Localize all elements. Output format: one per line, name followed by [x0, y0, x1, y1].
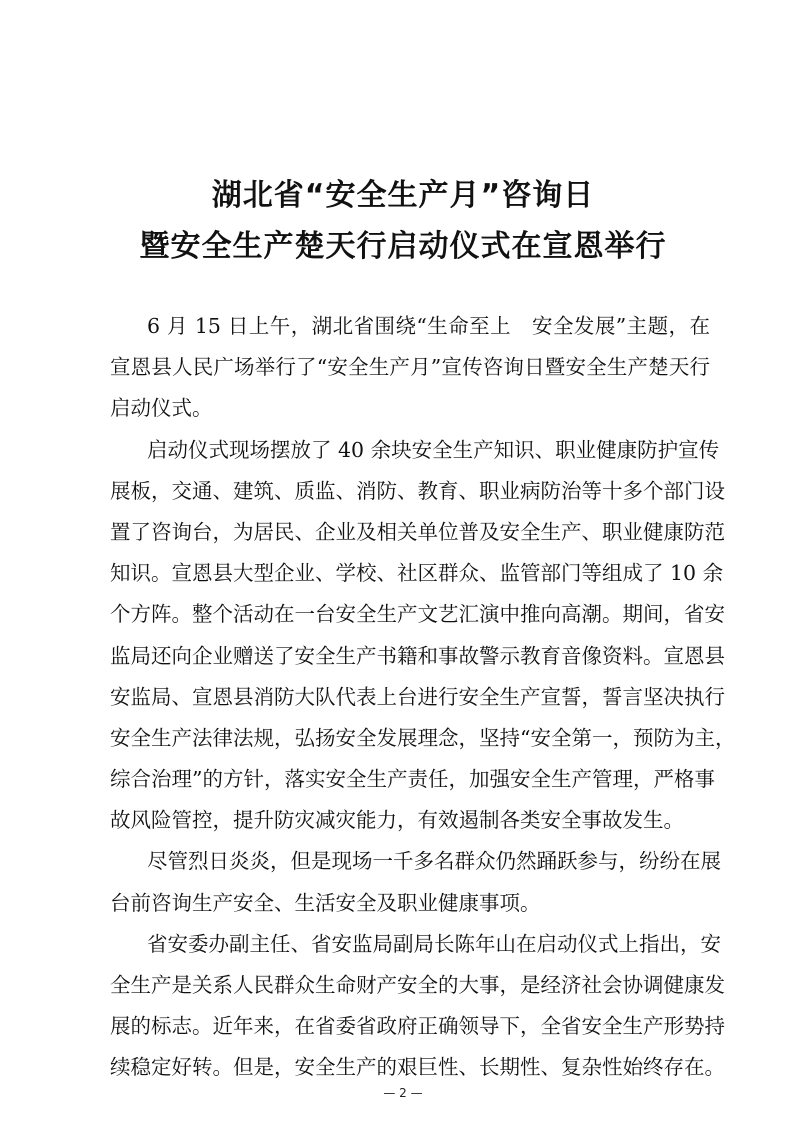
body-line: 展的标志。近年来，在省委省政府正确领导下，全省安全生产形势持 [110, 1014, 725, 1039]
body-line: 6 月 15 日上午，湖北省围绕“生命至上 安全发展”主题，在 [147, 314, 710, 338]
body-line: 故风险管控，提升防灾减灾能力，有效遏制各类安全事故发生。 [110, 808, 684, 833]
body-line: 置了咨询台，为居民、企业及相关单位普及安全生产、职业健康防范 [110, 519, 725, 544]
document-title-line-2: 暨安全生产楚天行启动仪式在宣恩举行 [139, 229, 667, 264]
body-line: 省安委办副主任、省安监局副局长陈年山在启动仪式上指出，安 [147, 931, 721, 956]
body-line: 全生产是关系人民群众生命财产安全的大事，是经济社会协调健康发 [110, 973, 725, 997]
body-line: 安监局、宣恩县消防大队代表上台进行安全生产宣誓，誓言坚决执行 [110, 684, 725, 709]
body-line: 安全生产法律法规，弘扬安全发展理念，坚持“安全第一，预防为主， [110, 725, 736, 750]
body-line: 监局还向企业赠送了安全生产书籍和事故警示教育音像资料。宣恩县 [110, 643, 725, 668]
document-title-line-1: 湖北省“安全生产月”咨询日 [211, 178, 595, 213]
body-line: 台前咨询生产安全、生活安全及职业健康事项。 [110, 890, 541, 915]
body-line: 知识。宣恩县大型企业、学校、社区群众、监管部门等组成了 10 余 [110, 561, 724, 586]
body-line: 个方阵。整个活动在一台安全生产文艺汇演中推向高潮。期间，省安 [110, 602, 725, 627]
page-number: — 2 — [383, 1086, 423, 1100]
body-line: 尽管烈日炎炎，但是现场一千多名群众仍然踊跃参与，纷纷在展 [147, 849, 721, 874]
body-line: 启动仪式。 [110, 396, 213, 421]
body-line: 展板，交通、建筑、质监、消防、教育、职业病防治等十多个部门设 [110, 478, 725, 503]
body-line: 宣恩县人民广场举行了“安全生产月”宣传咨询日暨安全生产楚天行 [110, 355, 710, 380]
document-body [110, 306, 736, 1089]
body-line: 续稳定好转。但是，安全生产的艰巨性、长期性、复杂性始终存在。 [110, 1055, 725, 1080]
body-line: 综合治理”的方针，落实安全生产责任，加强安全生产管理，严格事 [110, 767, 715, 792]
body-line: 启动仪式现场摆放了 40 余块安全生产知识、职业健康防护宣传 [147, 437, 720, 462]
